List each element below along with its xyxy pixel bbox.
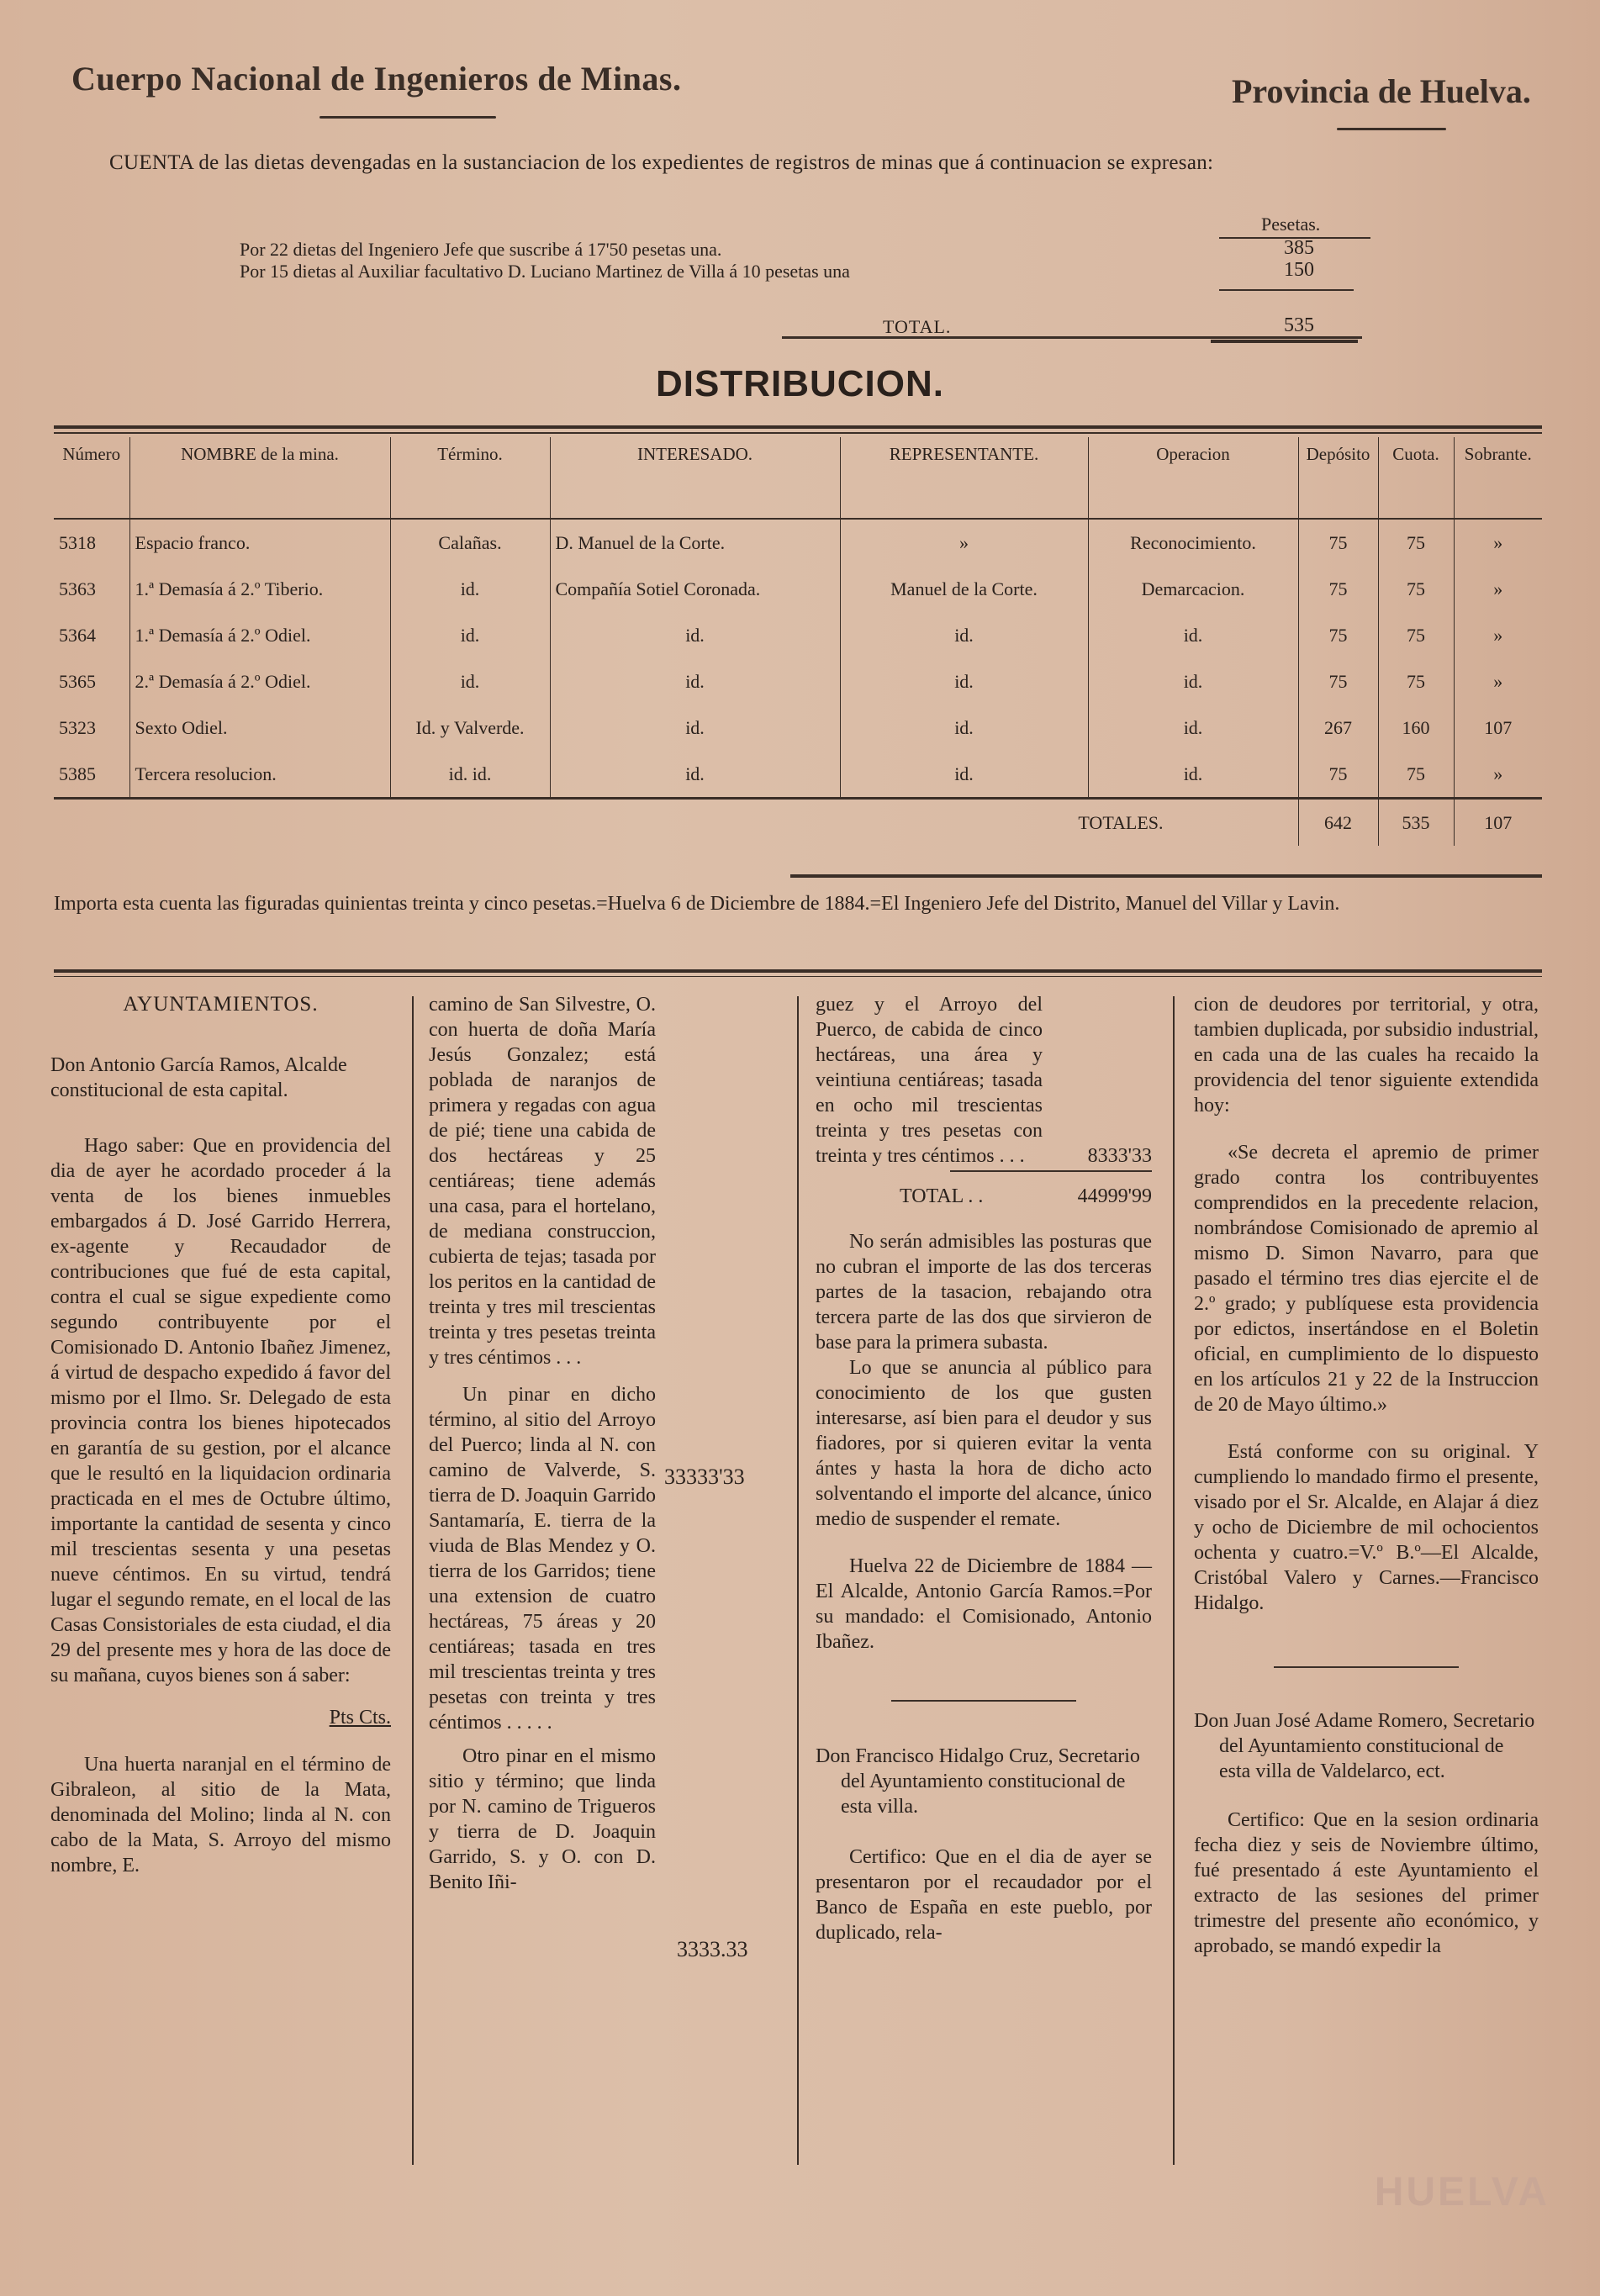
cell-cuota: 75 [1378, 751, 1454, 799]
cell-deposito: 75 [1298, 658, 1378, 705]
cuenta-line-2-amount: 150 [1284, 259, 1314, 281]
total-rule-right [1211, 340, 1358, 343]
cell-numero: 5385 [54, 751, 129, 799]
cell-termino: Calañas. [390, 519, 550, 566]
cell-cuota: 75 [1378, 658, 1454, 705]
distribucion-title: DISTRIBUCION. [656, 363, 944, 404]
th-nombre: NOMBRE de la mina. [129, 437, 390, 519]
col2-amount-2: 3333.33 [677, 1937, 748, 1961]
col3-firma: Huelva 22 de Diciembre de 1884 —El Alcalde, Antonio García Ramos.=Por su mandado: el Comisionado, Antonio Ibañez. [816, 1555, 1152, 1653]
col3-secretario: Don Francisco Hidalgo Cruz, Secretario del Ayuntamiento constitucional de esta villa. [816, 1745, 1140, 1818]
cell-numero: 5365 [54, 658, 129, 705]
cell-numero: 5323 [54, 705, 129, 751]
col3-sum-rule [950, 1170, 1152, 1172]
total-sobrante: 107 [1454, 799, 1542, 847]
col4-secretario: Don Juan José Adame Romero, Secretario del Ayuntamiento constitucional de esta villa de Valdelarco, ect. [1194, 1710, 1535, 1782]
header-left: Cuerpo Nacional de Ingenieros de Minas. [71, 60, 682, 98]
table-bottom-rule [790, 874, 1542, 878]
th-cuota: Cuota. [1378, 437, 1454, 519]
col2-text-1: camino de San Silvestre, O. con huerta de doña María Jesús Gonzalez; está poblada de naranjos de primera y regadas con agua de pié; tiene una cabida de dos hectáreas y 25 centiáreas; tiene además una casa, para el hortelano, de mediana construccion, cubierta de tejas; tasada por los peritos en la cantidad de treinta y tres mil trescientas treinta y tres pesetas treinta y tres céntimos . . . [429, 994, 656, 1369]
cell-interesado: id. [550, 612, 840, 658]
cell-termino: id. id. [390, 751, 550, 799]
table-row [54, 705, 1542, 751]
cell-deposito: 75 [1298, 566, 1378, 612]
section-rule-2 [54, 976, 1542, 977]
totals-row [54, 799, 1542, 847]
subtotal-rule [1219, 289, 1354, 291]
cell-deposito: 75 [1298, 519, 1378, 566]
cell-nombre: 1.ª Demasía á 2.º Odiel. [129, 612, 390, 658]
cell-sobrante: » [1493, 670, 1503, 692]
table-row [54, 519, 1542, 566]
cell-interesado: D. Manuel de la Corte. [550, 519, 840, 566]
column-2 [429, 992, 656, 1895]
cell-deposito: 267 [1298, 705, 1378, 751]
cell-sobrante: » [1493, 763, 1503, 784]
table-row [54, 566, 1542, 612]
cell-nombre: Sexto Odiel. [129, 705, 390, 751]
column-3 [816, 992, 1152, 1945]
cell-representante: id. [840, 612, 1088, 658]
pesetas-label: Pesetas. [1261, 214, 1321, 235]
cell-operacion: Reconocimiento. [1088, 519, 1298, 566]
cell-termino: id. [390, 566, 550, 612]
col4-certifico: Certifico: Que en la sesion ordinaria fecha diez y seis de Noviembre último, fué presentado á este Ayuntamiento el extracto de las sesiones del primer trimestre del presente año económico, y aprobado, se mandó expedir la [1194, 1809, 1539, 1957]
col4-decreta: «Se decreta el apremio de primer grado contra los contribuyentes comprendidos en la precedente relacion, nombrándose Comisionado de apremio al mismo D. Simon Navarro, para que pasado el término tres dias ejercite el de 2.º grado; y publíquese esta providencia por edictos, insertándose en el Boletin oficial, en cumplimiento de lo dispuesto en los artículos 21 y 22 de la Instruccion de 20 de Mayo último.» [1194, 1142, 1539, 1416]
cell-interesado: id. [550, 751, 840, 799]
th-sobrante: Sobrante. [1454, 437, 1542, 519]
th-representante: REPRESENTANTE. [840, 437, 1088, 519]
column-1 [50, 992, 391, 1878]
cell-representante: » [840, 519, 1088, 566]
cell-operacion: id. [1088, 612, 1298, 658]
col1-huerta: Una huerta naranjal en el término de Gibraleon, al sitio de la Mata, denominada del Molino; linda al N. con cabo de la Mata, S. Arroyo del mismo nombre, E. [50, 1754, 391, 1876]
distribution-table [54, 437, 1542, 846]
col3-total-amount: 44999'99 [1077, 1185, 1152, 1207]
cuenta-line-1-amount: 385 [1284, 237, 1314, 259]
th-operacion: Operacion [1088, 437, 1298, 519]
cell-representante: id. [840, 658, 1088, 705]
header-right: Provincia de Huelva. [1232, 72, 1531, 110]
cell-deposito: 75 [1298, 751, 1378, 799]
cell-representante: Manuel de la Corte. [840, 566, 1088, 612]
col2-otro-pinar: Otro pinar en el mismo sitio y término; que linda por N. camino de Trigueros y tierra de D. Joaquin Garrido, S. y O. con D. Benito Iñi- [429, 1745, 656, 1893]
column-separator-3 [1173, 996, 1175, 2165]
col3-total [816, 1184, 1152, 1209]
cell-operacion: Demarcacion. [1088, 566, 1298, 612]
cell-nombre: 2.ª Demasía á 2.º Odiel. [129, 658, 390, 705]
cell-numero: 5364 [54, 612, 129, 658]
total-deposito: 642 [1298, 799, 1378, 847]
table-row [54, 751, 1542, 799]
cell-nombre: Espacio franco. [129, 519, 390, 566]
cell-operacion: id. [1088, 751, 1298, 799]
table-row [54, 658, 1542, 705]
th-termino: Término. [390, 437, 550, 519]
col4-divider [1274, 1666, 1459, 1668]
th-numero: Número [54, 437, 129, 519]
total-amount: 535 [1284, 314, 1314, 336]
col4-conforme: Está conforme con su original. Y cumpliendo lo mandado firmo el presente, visado por el Sr. Alcalde, en Alajar á diez y ocho de Diciembre de mil ochocientos ochenta y cuatro.=V.º B.º—El Alcalde, Cristóbal Valero y Carnes.—Francisco Hidalgo. [1194, 1441, 1539, 1614]
cell-nombre: 1.ª Demasía á 2.º Tiberio. [129, 566, 390, 612]
cell-interesado: id. [550, 658, 840, 705]
cell-numero: 5363 [54, 566, 129, 612]
cuenta-line-2: Por 15 dietas al Auxiliar facultativo D. Luciano Martinez de Villa á 10 pesetas una [240, 261, 850, 282]
col2-amount-1: 33333'33 [664, 1465, 745, 1489]
archive-watermark: HUELVA [1374, 2170, 1550, 2214]
total-cuota: 535 [1378, 799, 1454, 847]
column-separator-2 [797, 996, 799, 2165]
cell-cuota: 160 [1378, 705, 1454, 751]
cell-sobrante: » [1493, 531, 1503, 553]
col3-total-label: TOTAL . . [900, 1185, 984, 1207]
cell-cuota: 75 [1378, 566, 1454, 612]
total-label: TOTAL. [883, 316, 952, 337]
ayuntamientos-heading: AYUNTAMIENTOS. [123, 993, 319, 1016]
cell-interesado: Compañía Sotiel Coronada. [550, 566, 840, 612]
col3-certifico: Certifico: Que en el dia de ayer se presentaron por el recaudador por el Banco de España en este pueblo, por duplicado, rela- [816, 1846, 1152, 1944]
table-top-rule-2 [54, 432, 1542, 434]
importa-text: Importa esta cuenta las figuradas quinientas treinta y cinco pesetas.=Huelva 6 de Diciembre de 1884.=El Ingeniero Jefe del Distrito, Manuel del Villar y Lavin. [54, 893, 1340, 915]
cell-operacion: id. [1088, 705, 1298, 751]
cuenta-title: CUENTA de las dietas devengadas en la sustanciacion de los expedientes de registros de minas que á continuacion se expresan: [109, 151, 1214, 174]
table-top-rule [54, 425, 1542, 429]
header-ornament-right [1337, 128, 1446, 130]
cell-sobrante: » [1493, 578, 1503, 599]
cell-sobrante: 107 [1484, 716, 1513, 738]
section-rule [54, 969, 1542, 973]
cell-interesado: id. [550, 705, 840, 751]
cell-cuota: 75 [1378, 612, 1454, 658]
col1-hago-saber: Hago saber: Que en providencia del dia de ayer he acordado proceder á la venta de los bienes inmuebles embargados á D. José Garrido Herrera, ex-agente y Recaudador de contribuciones que fué de esta capital, contra el cual se sigue expediente como segundo contribuyente por el Comisionado D. Antonio Ibañez Jimenez, á virtud de despacho expedido á favor del mismo por el Ilmo. Sr. Delegado de esta provincia contra los bienes hipotecados en garantía de su gestion, por el alcance que le resultó en la liquidacion ordinaria practicada en el mes de Octubre último, importante la cantidad de sesenta y cinco mil trescientas sesenta y una pesetas nueve céntimos. En su virtud, tendrá lugar el segundo remate, en el local de las Casas Consistoriales de esta ciudad, el dia 29 del presente mes y hora de las doce de su mañana, cuyos bienes son á saber: [50, 1135, 391, 1686]
totals-label: TOTALES. [54, 799, 1298, 847]
col1-alcalde-title: Don Antonio García Ramos, Alcalde constitucional de esta capital. [50, 1054, 347, 1101]
col3-anuncia: Lo que se anuncia al público para conocimiento de los que gusten interesarse, así bien para el deudor y sus fiadores, por si quieren evitar la venta ántes y hasta la hora de dicho acto solventando el importe del alcance, único medio de suspender el remate. [816, 1357, 1152, 1530]
cell-termino: Id. y Valverde. [390, 705, 550, 751]
cell-termino: id. [390, 612, 550, 658]
column-4 [1194, 992, 1539, 1959]
table-row [54, 612, 1542, 658]
header-ornament-left [319, 116, 496, 119]
col3-text-1: guez y el Arroyo del Puerco, de cabida de cinco hectáreas, una área y veintiuna centiáreas; tasada en ocho mil trescientas treinta y tres pesetas con treinta y tres céntimos . . . [816, 994, 1043, 1167]
col4-text-1: cion de deudores por territorial, y otra, tambien duplicada, por subsidio industrial, en cada una de las cuales ha recaido la providencia del tenor siguiente extendida hoy: [1194, 994, 1539, 1116]
column-separator-1 [412, 996, 414, 2165]
table-header-row [54, 437, 1542, 519]
col2-pinar: Un pinar en dicho término, al sitio del Arroyo del Puerco; linda al N. con camino de Valverde, S. tierra de D. Joaquin Garrido Santamaría, E. tierra de la viuda de Blas Mendez y O. tierra de los Garridos; tiene una extension de cuatro hectáreas, 75 áreas y 20 centiáreas; tasada en tres mil trescientas treinta y tres pesetas con treinta y tres céntimos . . . . . [429, 1384, 656, 1734]
pts-cts-label: Pts Cts. [329, 1707, 391, 1729]
col3-admisibles: No serán admisibles las posturas que no cubran el importe de las dos terceras partes de la tasacion, rebajando otra tercera parte de las dos que sirvieron de base para la primera subasta. [816, 1231, 1152, 1354]
cell-nombre: Tercera resolucion. [129, 751, 390, 799]
cell-cuota: 75 [1378, 519, 1454, 566]
cell-numero: 5318 [54, 519, 129, 566]
cell-representante: id. [840, 751, 1088, 799]
cell-termino: id. [390, 658, 550, 705]
col3-divider [891, 1700, 1076, 1702]
cuenta-line-1: Por 22 dietas del Ingeniero Jefe que suscribe á 17'50 pesetas una. [240, 239, 722, 260]
th-interesado: INTERESADO. [550, 437, 840, 519]
cell-operacion: id. [1088, 658, 1298, 705]
th-deposito: Depósito [1298, 437, 1378, 519]
cell-sobrante: » [1493, 624, 1503, 646]
cell-representante: id. [840, 705, 1088, 751]
col3-amount-1: 8333'33 [1087, 1145, 1152, 1167]
cell-deposito: 75 [1298, 612, 1378, 658]
